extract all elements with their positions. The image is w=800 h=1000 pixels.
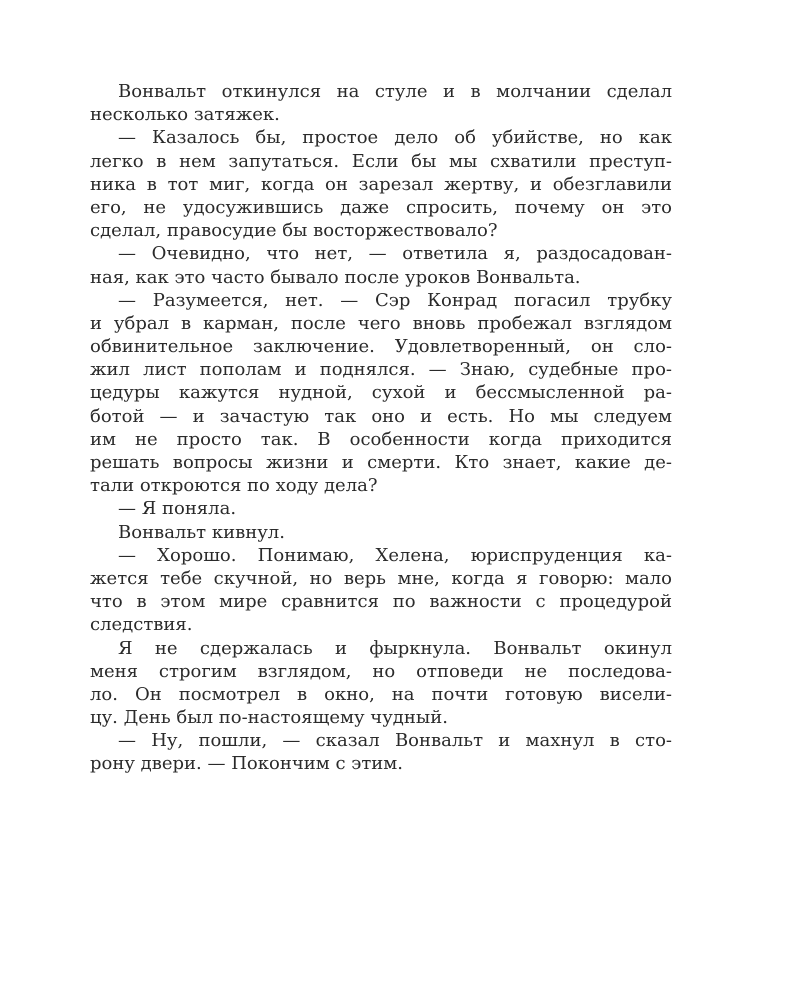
text-line: ло. Он посмотрел в окно, на почти готовую висели- xyxy=(90,683,672,705)
text-line: жется тебе скучной, но верь мне, когда я говорю: мало xyxy=(90,567,672,589)
text-line: тали откроются по ходу дела? xyxy=(90,475,378,497)
text-line: его, не удосужившись даже спросить, почему он это xyxy=(90,196,672,218)
text-line: — Разумеется, нет. — Сэр Конрад погасил трубку xyxy=(118,289,672,311)
book-page xyxy=(90,80,672,776)
paragraph xyxy=(90,521,672,544)
text-line: легко в нем запутаться. Если бы мы схватили преступ- xyxy=(90,150,672,172)
text-line: ботой — и зачастую так оно и есть. Но мы следуем xyxy=(90,405,672,427)
text-line: — Хорошо. Понимаю, Хелена, юриспруденция ка- xyxy=(118,544,672,566)
paragraph xyxy=(90,126,672,242)
text-line: и убрал в карман, после чего вновь пробежал взглядом xyxy=(90,312,672,334)
text-line: Я не сдержалась и фыркнула. Вонвальт окинул xyxy=(118,637,672,659)
paragraph xyxy=(90,289,672,498)
text-line: цедуры кажутся нудной, сухой и бессмысленной ра- xyxy=(90,382,672,404)
text-line: меня строгим взглядом, но отповеди не последова- xyxy=(90,660,672,682)
text-line: цу. День был по-настоящему чудный. xyxy=(90,707,448,729)
text-line: следствия. xyxy=(90,614,193,636)
text-line: — Ну, пошли, — сказал Вонвальт и махнул в сто- xyxy=(118,730,672,752)
text-line: Вонвальт откинулся на стуле и в молчании сделал xyxy=(118,81,672,102)
text-line: рону двери. — Покончим с этим. xyxy=(90,753,404,775)
text-line: Вонвальт кивнул. xyxy=(118,521,285,543)
paragraph xyxy=(90,80,672,126)
text-line: — Казалось бы, простое дело об убийстве, но как xyxy=(118,127,672,149)
text-line: — Я поняла. xyxy=(118,498,237,520)
text-line: решать вопросы жизни и смерти. Кто знает, какие де- xyxy=(90,452,672,473)
text-line: жил лист пополам и поднялся. — Знаю, судебные про- xyxy=(90,359,672,381)
text-line: — Очевидно, что нет, — ответила я, раздосадован- xyxy=(118,243,672,265)
paragraph xyxy=(90,637,672,730)
text-line: несколько затяжек. xyxy=(90,104,280,126)
text-line: сделал, правосудие бы восторжествовало? xyxy=(90,220,498,242)
text-line: ника в тот миг, когда он зарезал жертву, и обезглавили xyxy=(90,173,672,195)
paragraph xyxy=(90,242,672,288)
text-line: обвинительное заключение. Удовлетворенный, он сло- xyxy=(90,336,672,358)
text-line: ная, как это часто бывало после уроков Вонвальта. xyxy=(90,266,581,288)
paragraph xyxy=(90,497,672,520)
text-line: им не просто так. В особенности когда приходится xyxy=(90,428,672,450)
paragraph xyxy=(90,729,672,775)
paragraph xyxy=(90,544,672,637)
text-line: что в этом мире сравнится по важности с процедурой xyxy=(90,591,672,613)
